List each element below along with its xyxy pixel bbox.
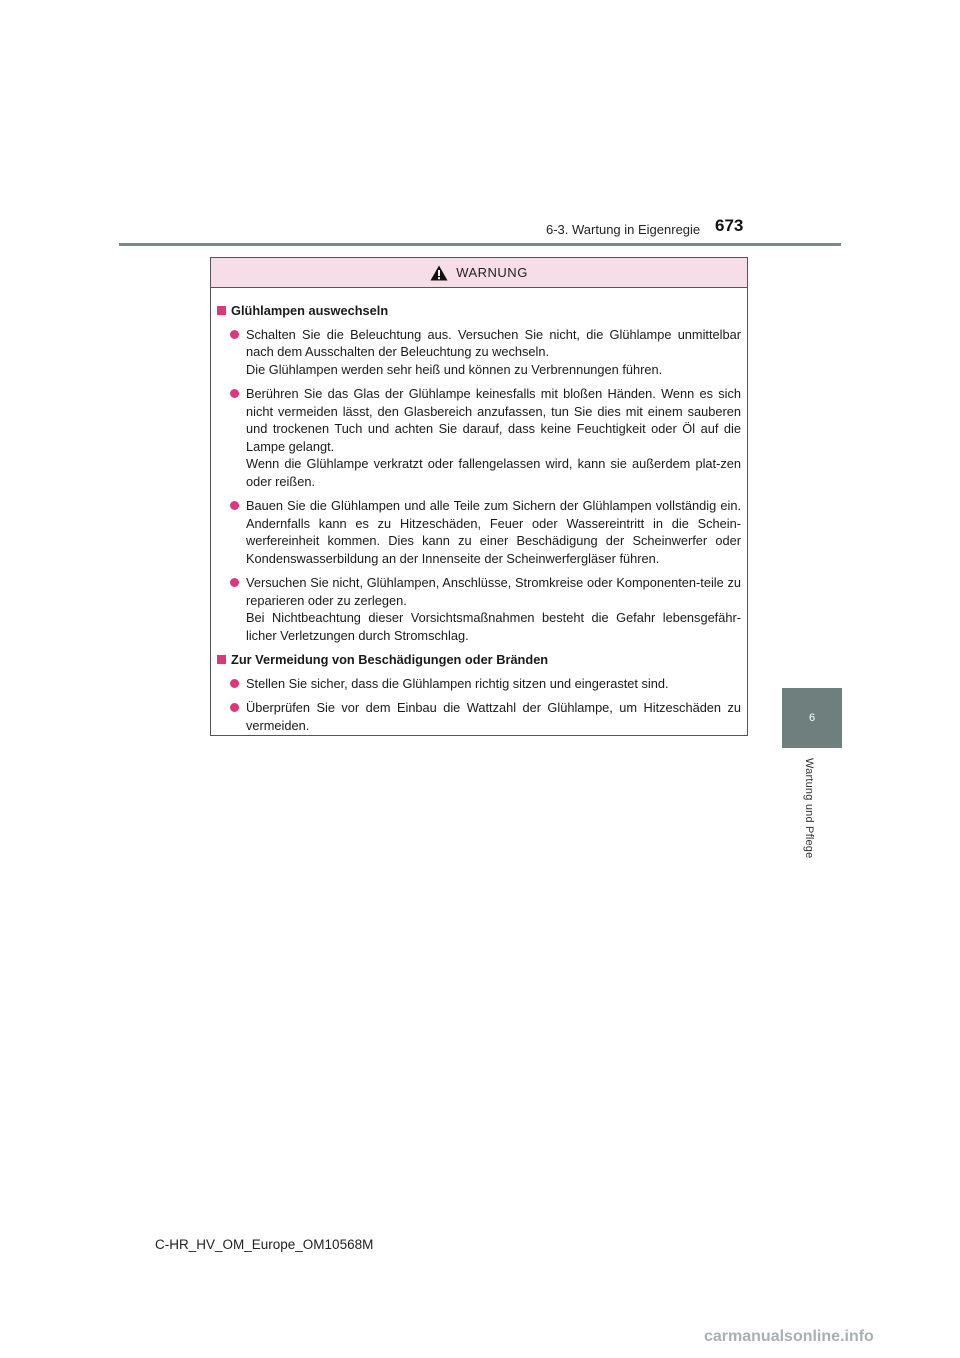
warning-box	[210, 257, 748, 736]
paragraph: Bauen Sie die Glühlampen und alle Teile zum Sichern der Glühlampen vollständig ein. Andernfalls kann es zu Hitzeschäden, Feuer oder Wassereintritt in die Schein-werfereinheit kommen. Dies kann zu einer Beschädigung der Scheinwerfer oder Kondenswasserbildung an der Innenseite der Scheinwerfergläser führen.	[246, 498, 741, 566]
paragraph: Wenn die Glühlampe verkratzt oder fallengelassen wird, kann sie außerdem plat-zen oder reißen.	[246, 456, 741, 489]
section-heading-text: Glühlampen auswechseln	[231, 303, 389, 318]
chapter-number: 6	[808, 712, 816, 724]
list-item	[230, 385, 741, 490]
watermark: carmanualsonline.info	[704, 1328, 874, 1345]
list-item-text	[246, 675, 741, 693]
warning-triangle-icon	[430, 265, 448, 281]
list-item	[230, 675, 741, 693]
list-item-text	[246, 385, 741, 490]
paragraph: Die Glühlampen werden sehr heiß und können zu Verbrennungen führen.	[246, 361, 663, 377]
page-header	[0, 0, 960, 250]
list-item	[230, 326, 741, 379]
list-item-text	[246, 699, 741, 734]
warning-header	[211, 258, 747, 288]
paragraph: Berühren Sie das Glas der Glühlampe keinesfalls mit bloßen Händen. Wenn es sich nicht vermeiden lässt, den Glasbereich anzufassen, tun Sie dies mit einem sauberen und trockenen Tuch und achten Sie darauf, dass keine Feuchtigkeit oder Öl auf die Lampe gelangt.	[246, 386, 741, 454]
square-bullet-icon	[217, 306, 226, 315]
warning-body	[211, 288, 747, 734]
circle-bullet-icon	[230, 703, 239, 712]
section-heading	[217, 302, 741, 320]
paragraph: Schalten Sie die Beleuchtung aus. Versuchen Sie nicht, die Glühlampe unmittelbar nach dem Ausschalten der Beleuchtung zu wechseln.	[246, 326, 741, 359]
list-item-text	[246, 326, 741, 379]
circle-bullet-icon	[230, 679, 239, 688]
paragraph: Stellen Sie sicher, dass die Glühlampen richtig sitzen und eingerastet sind.	[246, 675, 669, 691]
list-item	[230, 574, 741, 644]
document-code: C-HR_HV_OM_Europe_OM10568M	[155, 1237, 374, 1252]
list-item	[230, 699, 741, 734]
section-heading	[217, 651, 741, 669]
chapter-label: Wartung und Pflege	[803, 758, 815, 859]
warning-title: WARNUNG	[456, 265, 528, 280]
circle-bullet-icon	[230, 578, 239, 587]
list-item-text	[246, 574, 741, 644]
page-number: 673	[715, 216, 744, 235]
section-heading-text: Zur Vermeidung von Beschädigungen oder Bränden	[231, 652, 549, 667]
paragraph: Überprüfen Sie vor dem Einbau die Wattzahl der Glühlampe, um Hitzeschäden zu vermeiden.	[246, 700, 741, 733]
paragraph: Versuchen Sie nicht, Glühlampen, Anschlüsse, Stromkreise oder Komponenten-teile zu reparieren oder zu zerlegen.	[246, 575, 741, 608]
circle-bullet-icon	[230, 501, 239, 510]
section-title: 6-3. Wartung in Eigenregie	[546, 222, 701, 237]
list-item	[230, 497, 741, 567]
chapter-tab	[782, 688, 842, 748]
paragraph: Bei Nichtbeachtung dieser Vorsichtsmaßnahmen besteht die Gefahr lebensgefähr-licher Verletzungen durch Stromschlag.	[246, 610, 741, 643]
circle-bullet-icon	[230, 389, 239, 398]
list-item-text	[246, 497, 741, 567]
header-divider	[119, 243, 841, 246]
circle-bullet-icon	[230, 330, 239, 339]
square-bullet-icon	[217, 655, 226, 664]
